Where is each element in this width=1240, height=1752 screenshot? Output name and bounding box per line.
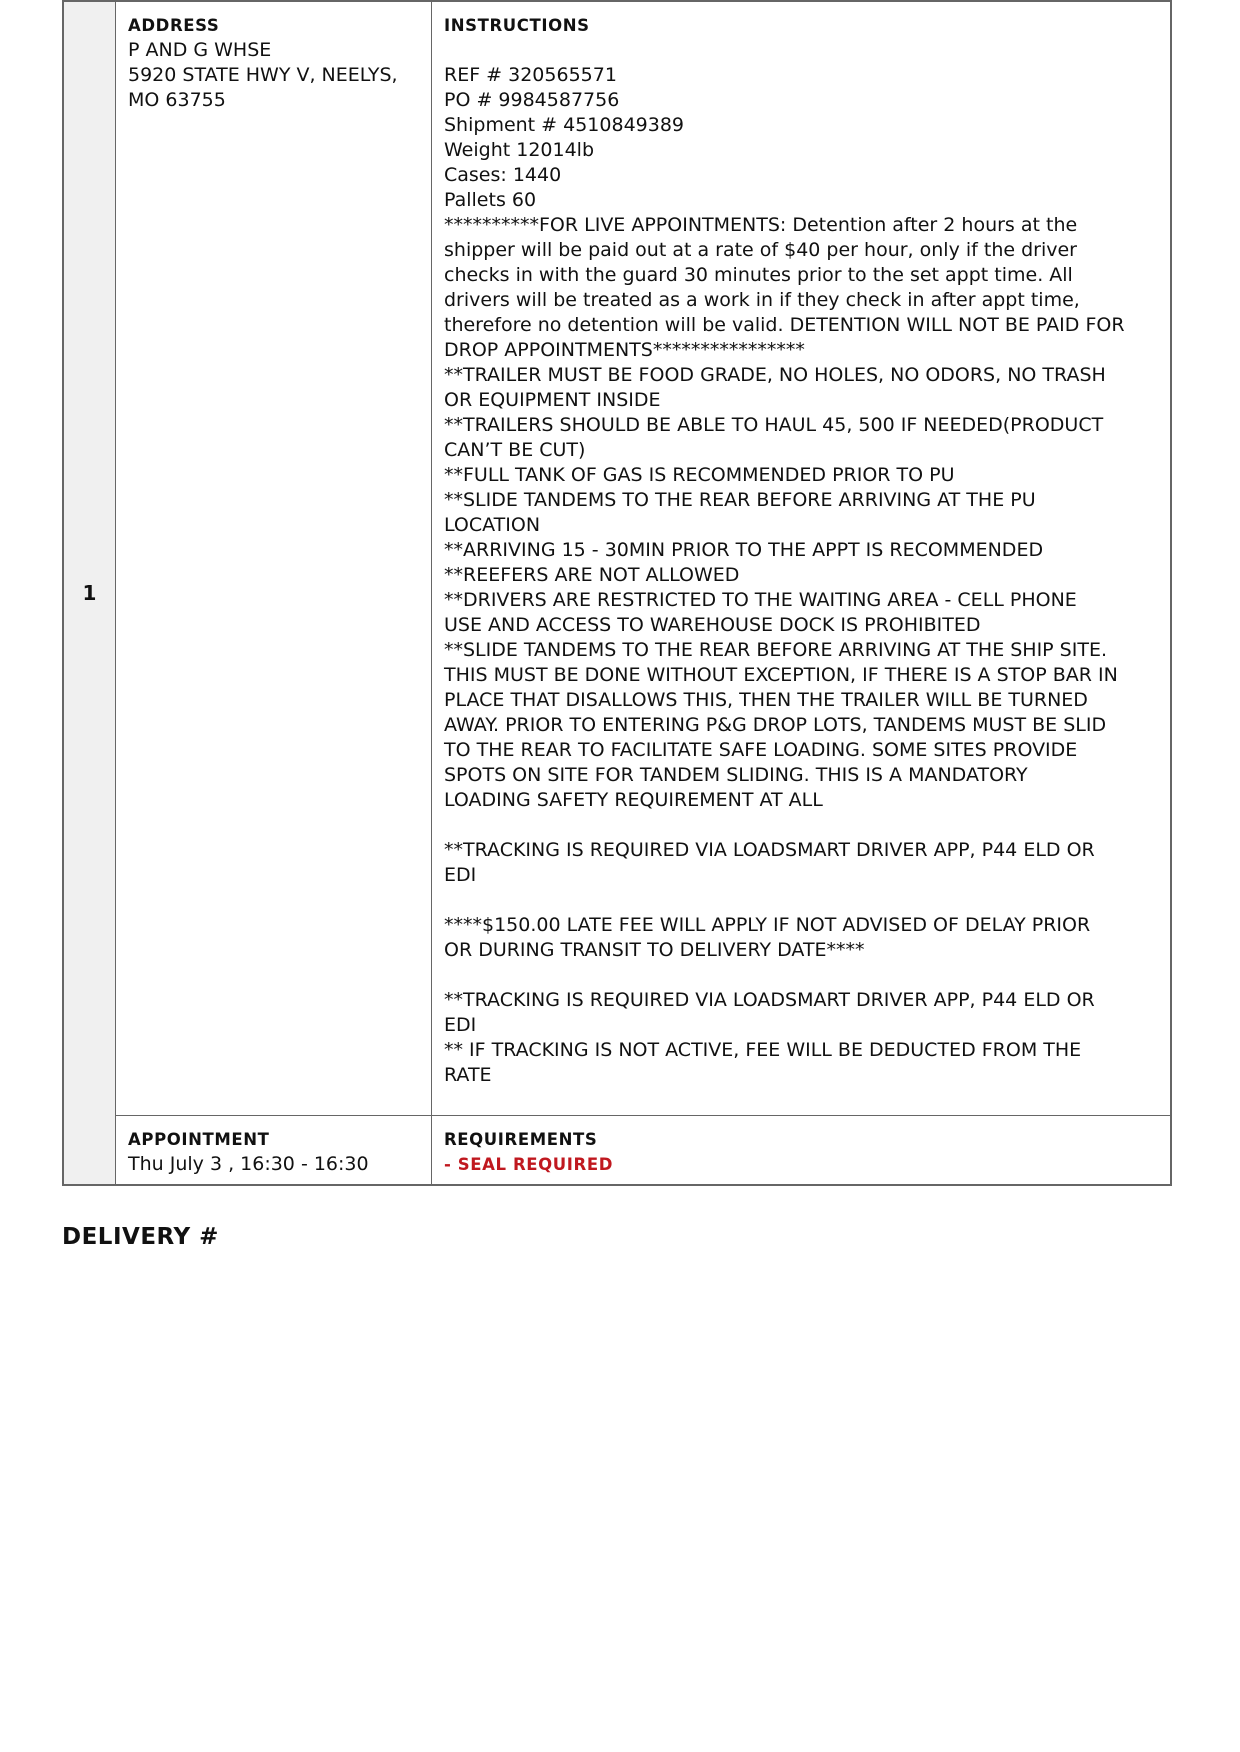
requirements-value: - SEAL REQUIRED [444,1155,613,1174]
instructions-label: INSTRUCTIONS [444,16,590,35]
appointment-label: APPOINTMENT [128,1130,270,1149]
stop-number-column [64,2,116,1184]
requirements-cell [432,1116,1170,1184]
delivery-heading: DELIVERY # [62,1224,219,1250]
appointment-cell [116,1116,432,1184]
address-value: P AND G WHSE 5920 STATE HWY V, NEELYS, MO 63755 [128,39,398,111]
address-instructions-row [116,2,1170,1116]
pickup-stop-table [62,0,1172,1186]
instructions-text: REF # 320565571 PO # 9984587756 Shipment # 4510849389 Weight 12014lb Cases: 1440 Pallets 60 **********FOR LIVE APPOINTMENTS: Detention after 2 hours at the shipper will be paid out at a rate of $40 per hour, only if the driver checks in with the guard 30 minutes prior to the set appt time. All drivers will be treated as a work in if they check in after appt time, therefore no detention will be valid. DETENTION WILL NOT BE PAID FOR DROP APPOINTMENTS**************** **TRAILER MUST BE FOOD GRADE, NO HOLES, NO ODORS, NO TRASH OR EQUIPMENT INSIDE **TRAILERS SHOULD BE ABLE TO HAUL 45, 500 IF NEEDED(PRODUCT CAN’T BE CUT) **FULL TANK OF GAS IS RECOMMENDED PRIOR TO PU **SLIDE TANDEMS TO THE REAR BEFORE ARRIVING AT THE PU LOCATION **ARRIVING 15 - 30MIN PRIOR TO THE APPT IS RECOMMENDED **REEFERS ARE NOT ALLOWED **DRIVERS ARE RESTRICTED TO THE WAITING AREA - CELL PHONE USE AND ACCESS TO WAREHOUSE DOCK IS PROHIBITED **SLIDE TANDEMS TO THE REAR BEFORE ARRIVING AT THE SHIP SITE. THIS MUST BE DONE WITHOUT EXCEPTION, IF THERE IS A STOP BAR IN PLACE THAT DISALLOWS THIS, THEN THE TRAILER WILL BE TURNED AWAY. PRIOR TO ENTERING P&G DROP LOTS, TANDEMS MUST BE SLID TO THE REAR TO FACILITATE SAFE LOADING. SOME SITES PROVIDE SPOTS ON SITE FOR TANDEM SLIDING. THIS IS A MANDATORY LOADING SAFETY REQUIREMENT AT ALL **TRACKING IS REQUIRED VIA LOADSMART DRIVER APP, P44 ELD OR EDI ****$150.00 LATE FEE WILL APPLY IF NOT ADVISED OF DELAY PRIOR OR DURING TRANSIT TO DELIVERY DATE**** **TRACKING IS REQUIRED VIA LOADSMART DRIVER APP, P44 ELD OR EDI ** IF TRACKING IS NOT ACTIVE, FEE WILL BE DEDUCTED FROM THE RATE [444,64,1125,1086]
instructions-cell [432,2,1170,1115]
appointment-value: Thu July 3 , 16:30 - 16:30 [128,1153,369,1175]
requirements-label: REQUIREMENTS [444,1130,598,1149]
address-label: ADDRESS [128,16,220,35]
stop-number: 1 [82,581,97,605]
appointment-requirements-row [116,1116,1170,1184]
address-cell [116,2,432,1115]
stop-details [116,2,1170,1184]
